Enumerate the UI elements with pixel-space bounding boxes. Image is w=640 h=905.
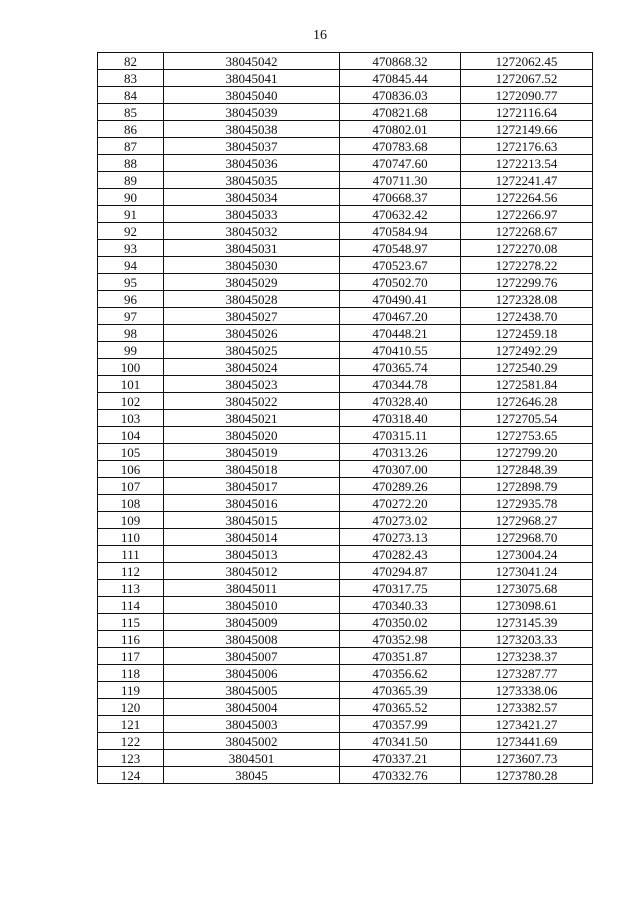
table-row: [98, 138, 593, 155]
x-coordinate-cell: 470632.42: [340, 206, 461, 223]
table-row: [98, 121, 593, 138]
point-id-cell: 38045019: [164, 444, 340, 461]
x-coordinate-cell: 470351.87: [340, 648, 461, 665]
row-number-cell: 93: [98, 240, 164, 257]
y-coordinate-cell: 1272438.70: [461, 308, 593, 325]
x-coordinate-cell: 470868.32: [340, 53, 461, 70]
point-id-cell: 38045016: [164, 495, 340, 512]
x-coordinate-cell: 470313.26: [340, 444, 461, 461]
row-number-cell: 116: [98, 631, 164, 648]
x-coordinate-cell: 470668.37: [340, 189, 461, 206]
x-coordinate-cell: 470365.52: [340, 699, 461, 716]
y-coordinate-cell: 1273203.33: [461, 631, 593, 648]
table-row: [98, 546, 593, 563]
x-coordinate-cell: 470282.43: [340, 546, 461, 563]
point-id-cell: 38045: [164, 767, 340, 784]
y-coordinate-cell: 1272646.28: [461, 393, 593, 410]
x-coordinate-cell: 470467.20: [340, 308, 461, 325]
point-id-cell: 38045037: [164, 138, 340, 155]
row-number-cell: 103: [98, 410, 164, 427]
x-coordinate-cell: 470356.62: [340, 665, 461, 682]
y-coordinate-cell: 1272968.27: [461, 512, 593, 529]
y-coordinate-cell: 1273441.69: [461, 733, 593, 750]
row-number-cell: 88: [98, 155, 164, 172]
point-id-cell: 38045023: [164, 376, 340, 393]
y-coordinate-cell: 1272116.64: [461, 104, 593, 121]
point-id-cell: 38045027: [164, 308, 340, 325]
table-row: [98, 631, 593, 648]
x-coordinate-cell: 470273.02: [340, 512, 461, 529]
y-coordinate-cell: 1272935.78: [461, 495, 593, 512]
table-row: [98, 614, 593, 631]
table-row: [98, 512, 593, 529]
row-number-cell: 95: [98, 274, 164, 291]
row-number-cell: 122: [98, 733, 164, 750]
x-coordinate-cell: 470272.20: [340, 495, 461, 512]
y-coordinate-cell: 1272299.76: [461, 274, 593, 291]
table-row: [98, 597, 593, 614]
point-id-cell: 38045034: [164, 189, 340, 206]
row-number-cell: 86: [98, 121, 164, 138]
y-coordinate-cell: 1273004.24: [461, 546, 593, 563]
table-row: [98, 427, 593, 444]
y-coordinate-cell: 1272149.66: [461, 121, 593, 138]
coordinates-table: [97, 52, 593, 784]
table-row: [98, 580, 593, 597]
point-id-cell: 38045005: [164, 682, 340, 699]
table-row: [98, 716, 593, 733]
x-coordinate-cell: 470845.44: [340, 70, 461, 87]
table-row: [98, 393, 593, 410]
y-coordinate-cell: 1273421.27: [461, 716, 593, 733]
y-coordinate-cell: 1273780.28: [461, 767, 593, 784]
point-id-cell: 38045014: [164, 529, 340, 546]
point-id-cell: 38045020: [164, 427, 340, 444]
table-row: [98, 189, 593, 206]
y-coordinate-cell: 1272241.47: [461, 172, 593, 189]
table-row: [98, 291, 593, 308]
row-number-cell: 109: [98, 512, 164, 529]
row-number-cell: 119: [98, 682, 164, 699]
table-body: [98, 53, 593, 784]
table-row: [98, 325, 593, 342]
x-coordinate-cell: 470502.70: [340, 274, 461, 291]
table-row: [98, 53, 593, 70]
point-id-cell: 38045009: [164, 614, 340, 631]
y-coordinate-cell: 1272799.20: [461, 444, 593, 461]
row-number-cell: 92: [98, 223, 164, 240]
point-id-cell: 38045018: [164, 461, 340, 478]
table-row: [98, 342, 593, 359]
table-row: [98, 529, 593, 546]
x-coordinate-cell: 470821.68: [340, 104, 461, 121]
table-row: [98, 699, 593, 716]
x-coordinate-cell: 470490.41: [340, 291, 461, 308]
y-coordinate-cell: 1273145.39: [461, 614, 593, 631]
x-coordinate-cell: 470294.87: [340, 563, 461, 580]
row-number-cell: 100: [98, 359, 164, 376]
row-number-cell: 83: [98, 70, 164, 87]
row-number-cell: 90: [98, 189, 164, 206]
row-number-cell: 112: [98, 563, 164, 580]
point-id-cell: 38045033: [164, 206, 340, 223]
page-number: 16: [313, 28, 327, 43]
x-coordinate-cell: 470747.60: [340, 155, 461, 172]
x-coordinate-cell: 470711.30: [340, 172, 461, 189]
point-id-cell: 38045041: [164, 70, 340, 87]
y-coordinate-cell: 1272090.77: [461, 87, 593, 104]
y-coordinate-cell: 1272492.29: [461, 342, 593, 359]
x-coordinate-cell: 470410.55: [340, 342, 461, 359]
point-id-cell: 38045008: [164, 631, 340, 648]
y-coordinate-cell: 1272067.52: [461, 70, 593, 87]
y-coordinate-cell: 1272176.63: [461, 138, 593, 155]
row-number-cell: 115: [98, 614, 164, 631]
point-id-cell: 38045024: [164, 359, 340, 376]
point-id-cell: 38045026: [164, 325, 340, 342]
y-coordinate-cell: 1272264.56: [461, 189, 593, 206]
y-coordinate-cell: 1272581.84: [461, 376, 593, 393]
row-number-cell: 89: [98, 172, 164, 189]
point-id-cell: 38045035: [164, 172, 340, 189]
point-id-cell: 38045029: [164, 274, 340, 291]
y-coordinate-cell: 1273238.37: [461, 648, 593, 665]
point-id-cell: 38045006: [164, 665, 340, 682]
x-coordinate-cell: 470523.67: [340, 257, 461, 274]
table-row: [98, 648, 593, 665]
x-coordinate-cell: 470315.11: [340, 427, 461, 444]
row-number-cell: 85: [98, 104, 164, 121]
point-id-cell: 38045015: [164, 512, 340, 529]
y-coordinate-cell: 1272213.54: [461, 155, 593, 172]
row-number-cell: 120: [98, 699, 164, 716]
y-coordinate-cell: 1273382.57: [461, 699, 593, 716]
table-row: [98, 563, 593, 580]
row-number-cell: 98: [98, 325, 164, 342]
y-coordinate-cell: 1272540.29: [461, 359, 593, 376]
row-number-cell: 106: [98, 461, 164, 478]
x-coordinate-cell: 470836.03: [340, 87, 461, 104]
point-id-cell: 38045032: [164, 223, 340, 240]
point-id-cell: 38045010: [164, 597, 340, 614]
y-coordinate-cell: 1272753.65: [461, 427, 593, 444]
y-coordinate-cell: 1272968.70: [461, 529, 593, 546]
table-row: [98, 274, 593, 291]
table-row: [98, 87, 593, 104]
row-number-cell: 105: [98, 444, 164, 461]
point-id-cell: 38045040: [164, 87, 340, 104]
y-coordinate-cell: 1272705.54: [461, 410, 593, 427]
point-id-cell: 38045017: [164, 478, 340, 495]
table-row: [98, 478, 593, 495]
point-id-cell: 38045002: [164, 733, 340, 750]
table-row: [98, 104, 593, 121]
row-number-cell: 82: [98, 53, 164, 70]
table-row: [98, 206, 593, 223]
table-row: [98, 240, 593, 257]
x-coordinate-cell: 470365.74: [340, 359, 461, 376]
point-id-cell: 38045007: [164, 648, 340, 665]
x-coordinate-cell: 470341.50: [340, 733, 461, 750]
row-number-cell: 102: [98, 393, 164, 410]
table-row: [98, 682, 593, 699]
y-coordinate-cell: 1272268.67: [461, 223, 593, 240]
x-coordinate-cell: 470307.00: [340, 461, 461, 478]
row-number-cell: 107: [98, 478, 164, 495]
table-row: [98, 444, 593, 461]
x-coordinate-cell: 470332.76: [340, 767, 461, 784]
table-row: [98, 359, 593, 376]
y-coordinate-cell: 1273098.61: [461, 597, 593, 614]
row-number-cell: 111: [98, 546, 164, 563]
x-coordinate-cell: 470337.21: [340, 750, 461, 767]
row-number-cell: 87: [98, 138, 164, 155]
row-number-cell: 94: [98, 257, 164, 274]
row-number-cell: 114: [98, 597, 164, 614]
point-id-cell: 38045030: [164, 257, 340, 274]
x-coordinate-cell: 470289.26: [340, 478, 461, 495]
row-number-cell: 113: [98, 580, 164, 597]
x-coordinate-cell: 470448.21: [340, 325, 461, 342]
table-row: [98, 172, 593, 189]
table-row: [98, 750, 593, 767]
y-coordinate-cell: 1272062.45: [461, 53, 593, 70]
x-coordinate-cell: 470273.13: [340, 529, 461, 546]
y-coordinate-cell: 1272278.22: [461, 257, 593, 274]
row-number-cell: 99: [98, 342, 164, 359]
y-coordinate-cell: 1273287.77: [461, 665, 593, 682]
table-row: [98, 665, 593, 682]
row-number-cell: 84: [98, 87, 164, 104]
point-id-cell: 38045042: [164, 53, 340, 70]
point-id-cell: 38045031: [164, 240, 340, 257]
x-coordinate-cell: 470584.94: [340, 223, 461, 240]
y-coordinate-cell: 1273041.24: [461, 563, 593, 580]
point-id-cell: 38045036: [164, 155, 340, 172]
point-id-cell: 38045011: [164, 580, 340, 597]
y-coordinate-cell: 1272848.39: [461, 461, 593, 478]
x-coordinate-cell: 470357.99: [340, 716, 461, 733]
table-row: [98, 733, 593, 750]
point-id-cell: 38045022: [164, 393, 340, 410]
point-id-cell: 38045021: [164, 410, 340, 427]
y-coordinate-cell: 1272328.08: [461, 291, 593, 308]
y-coordinate-cell: 1272898.79: [461, 478, 593, 495]
row-number-cell: 91: [98, 206, 164, 223]
row-number-cell: 96: [98, 291, 164, 308]
point-id-cell: 38045012: [164, 563, 340, 580]
y-coordinate-cell: 1272266.97: [461, 206, 593, 223]
x-coordinate-cell: 470365.39: [340, 682, 461, 699]
row-number-cell: 121: [98, 716, 164, 733]
x-coordinate-cell: 470783.68: [340, 138, 461, 155]
x-coordinate-cell: 470548.97: [340, 240, 461, 257]
row-number-cell: 97: [98, 308, 164, 325]
row-number-cell: 123: [98, 750, 164, 767]
y-coordinate-cell: 1272459.18: [461, 325, 593, 342]
table-row: [98, 70, 593, 87]
x-coordinate-cell: 470328.40: [340, 393, 461, 410]
table-row: [98, 223, 593, 240]
row-number-cell: 104: [98, 427, 164, 444]
x-coordinate-cell: 470350.02: [340, 614, 461, 631]
point-id-cell: 38045038: [164, 121, 340, 138]
row-number-cell: 118: [98, 665, 164, 682]
x-coordinate-cell: 470340.33: [340, 597, 461, 614]
row-number-cell: 110: [98, 529, 164, 546]
point-id-cell: 38045039: [164, 104, 340, 121]
table-row: [98, 257, 593, 274]
y-coordinate-cell: 1272270.08: [461, 240, 593, 257]
point-id-cell: 38045025: [164, 342, 340, 359]
row-number-cell: 108: [98, 495, 164, 512]
table-row: [98, 410, 593, 427]
table-row: [98, 376, 593, 393]
table-row: [98, 308, 593, 325]
y-coordinate-cell: 1273338.06: [461, 682, 593, 699]
row-number-cell: 101: [98, 376, 164, 393]
row-number-cell: 117: [98, 648, 164, 665]
row-number-cell: 124: [98, 767, 164, 784]
point-id-cell: 38045028: [164, 291, 340, 308]
x-coordinate-cell: 470318.40: [340, 410, 461, 427]
point-id-cell: 3804501: [164, 750, 340, 767]
point-id-cell: 38045013: [164, 546, 340, 563]
table-row: [98, 461, 593, 478]
x-coordinate-cell: 470802.01: [340, 121, 461, 138]
x-coordinate-cell: 470317.75: [340, 580, 461, 597]
table-row: [98, 495, 593, 512]
point-id-cell: 38045004: [164, 699, 340, 716]
x-coordinate-cell: 470352.98: [340, 631, 461, 648]
y-coordinate-cell: 1273607.73: [461, 750, 593, 767]
table-row: [98, 155, 593, 172]
x-coordinate-cell: 470344.78: [340, 376, 461, 393]
point-id-cell: 38045003: [164, 716, 340, 733]
table-row: [98, 767, 593, 784]
y-coordinate-cell: 1273075.68: [461, 580, 593, 597]
